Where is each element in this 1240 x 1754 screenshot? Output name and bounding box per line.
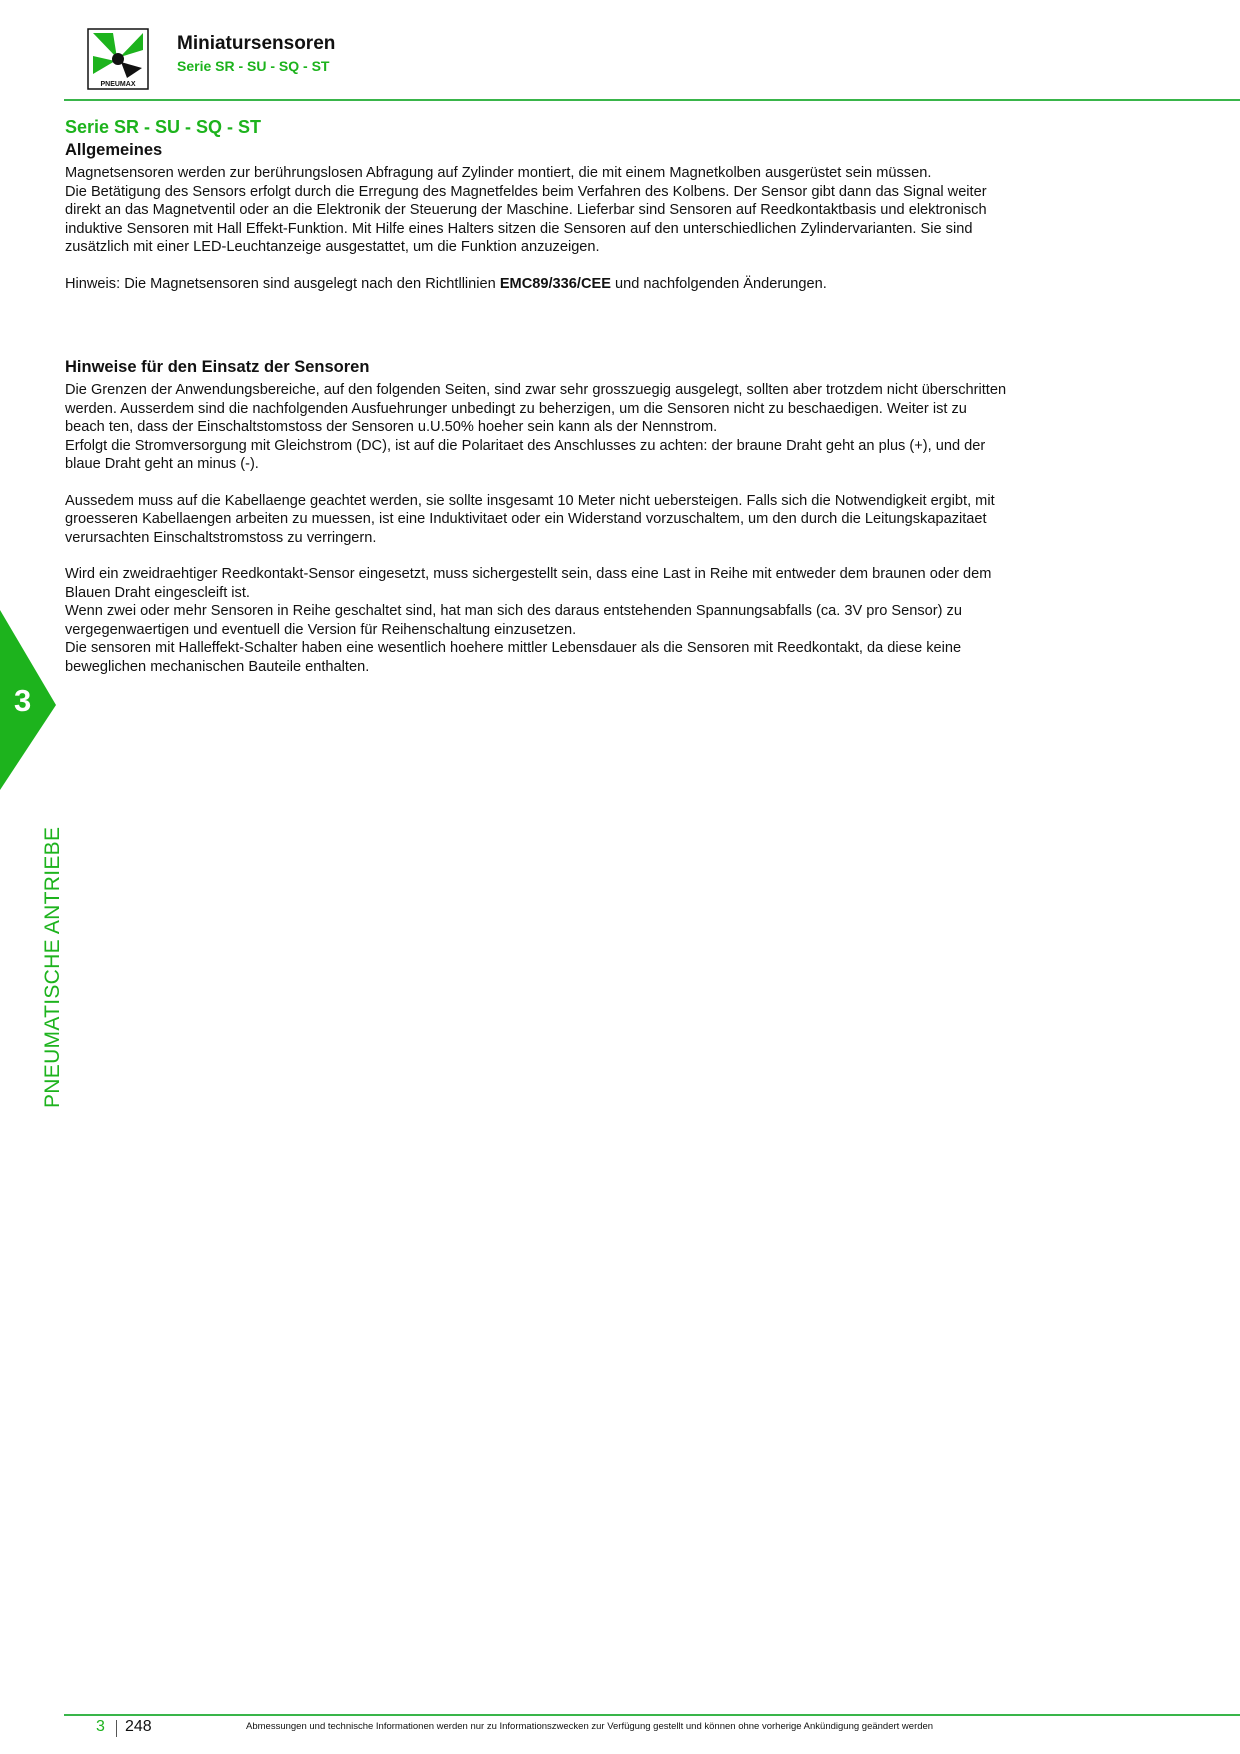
logo-text: PNEUMAX: [100, 81, 136, 88]
general-paragraph: Magnetsensoren werden zur berührungslosen Abfragung auf Zylinder montiert, die mit einem Magnetkolben ausgerüstet sein müssen. Die Betätigung des Sensors erfolgt durch die Erregung des Magnetfeldes beim Verfahren des Kolbens. Der Sensor gibt dann das Signal weiter direkt an das Magnetventil oder an die Elektronik der Steuerung der Maschine. Lieferbar sind Sensoren auf Reedkontaktbasis und elektronisch induktive Sensoren mit Hall Effekt-Funktion. Mit Hilfe eines Halters sitzen die Sensoren auf den unterschiedlichen Zylindervarianten. Sie sind zusätzlich mit einer LED-Leuchtanzeige ausgestattet, um die Funktion anzuzeigen.: [65, 165, 987, 255]
section-title: Serie SR - SU - SQ - ST: [65, 117, 262, 137]
usage-paragraph: Aussedem muss auf die Kabellaenge geachtet werden, sie sollte insgesamt 10 Meter nicht uebersteigen. Falls sich die Notwendigkeit ergibt, mit groesseren Kabellaengen arbeiten zu muessen, ist eine Induktivitaet oder ein Widerstand vorzuschaltem, um den durch die Leitungskapazitaet verursachten Einschaltstromstoss zu verringern.: [65, 492, 995, 546]
footer-separator: [116, 1720, 117, 1737]
chapter-number: 3: [14, 683, 32, 718]
footer-chapter: 3: [96, 1718, 105, 1735]
usage-paragraph: Die Grenzen der Anwendungsbereiche, auf den folgenden Seiten, sind zwar sehr grosszuegig ausgelegt, sollten aber trotzdem nicht überschritten werden. Ausserdem sind die nachfolgenden Ausfuehrunger unbedingt zu beherzigen, um die Sensoren nicht zu beschaedigen. Weiter ist zu beach ten, dass der Einschaltstomstoss der Sensoren u.U.50% hoeher sein kann als der Nennstrom. Erfolgt die Stromversorgung mit Gleichstrom (DC), ist auf die Polaritaet des Anschlusses zu achten: der braune Draht geht an plus (+), und der blaue Draht geht an minus (-).: [65, 382, 1007, 472]
header-divider: [64, 99, 1240, 101]
footer-disclaimer: Abmessungen und technische Informationen werden nur zu Informationszwecken zur Verfügung gestellt und können ohne vorherige Ankündigung geändert werden: [246, 1721, 934, 1732]
pneumax-logo: [87, 28, 149, 90]
chapter-label: PNEUMATISCHE ANTRIEBE: [41, 826, 64, 1108]
main-content: [65, 116, 1165, 676]
page-title: Miniatursensoren: [177, 33, 336, 54]
note-prefix: Hinweis: Die Magnetsensoren sind ausgelegt nach den Richtllinien: [65, 275, 500, 292]
usage-heading: Hinweise für den Einsatz der Sensoren: [65, 358, 370, 376]
general-heading: Allgemeines: [65, 141, 163, 159]
regulation-note: [65, 275, 1165, 294]
footer-divider: [64, 1714, 1240, 1716]
page-subtitle: Serie SR - SU - SQ - ST: [177, 58, 330, 74]
page-number: 248: [125, 1718, 152, 1735]
note-regulation-code: EMC89/336/CEE: [499, 275, 611, 292]
usage-paragraph: Wird ein zweidraehtiger Reedkontakt-Sensor eingesetzt, muss sichergestellt sein, dass eine Last in Reihe mit entweder dem braunen oder dem Blauen Draht eingescleift ist. Wenn zwei oder mehr Sensoren in Reihe geschaltet sind, hat man sich des daraus entstehenden Spannungsabfalls (ca. 3V pro Sensor) zu vergegenwaertigen und eventuell die Version für Reihenschaltung einzusetzen. Die sensoren mit Halleffekt-Schalter haben eine wesentlich hoehere mittler Lebensdauer als die Sensoren mit Reedkontakt, da diese keine beweglichen mechanischen Bauteile enthalten.: [65, 566, 992, 675]
note-suffix: und nachfolgenden Änderungen.: [610, 275, 827, 292]
